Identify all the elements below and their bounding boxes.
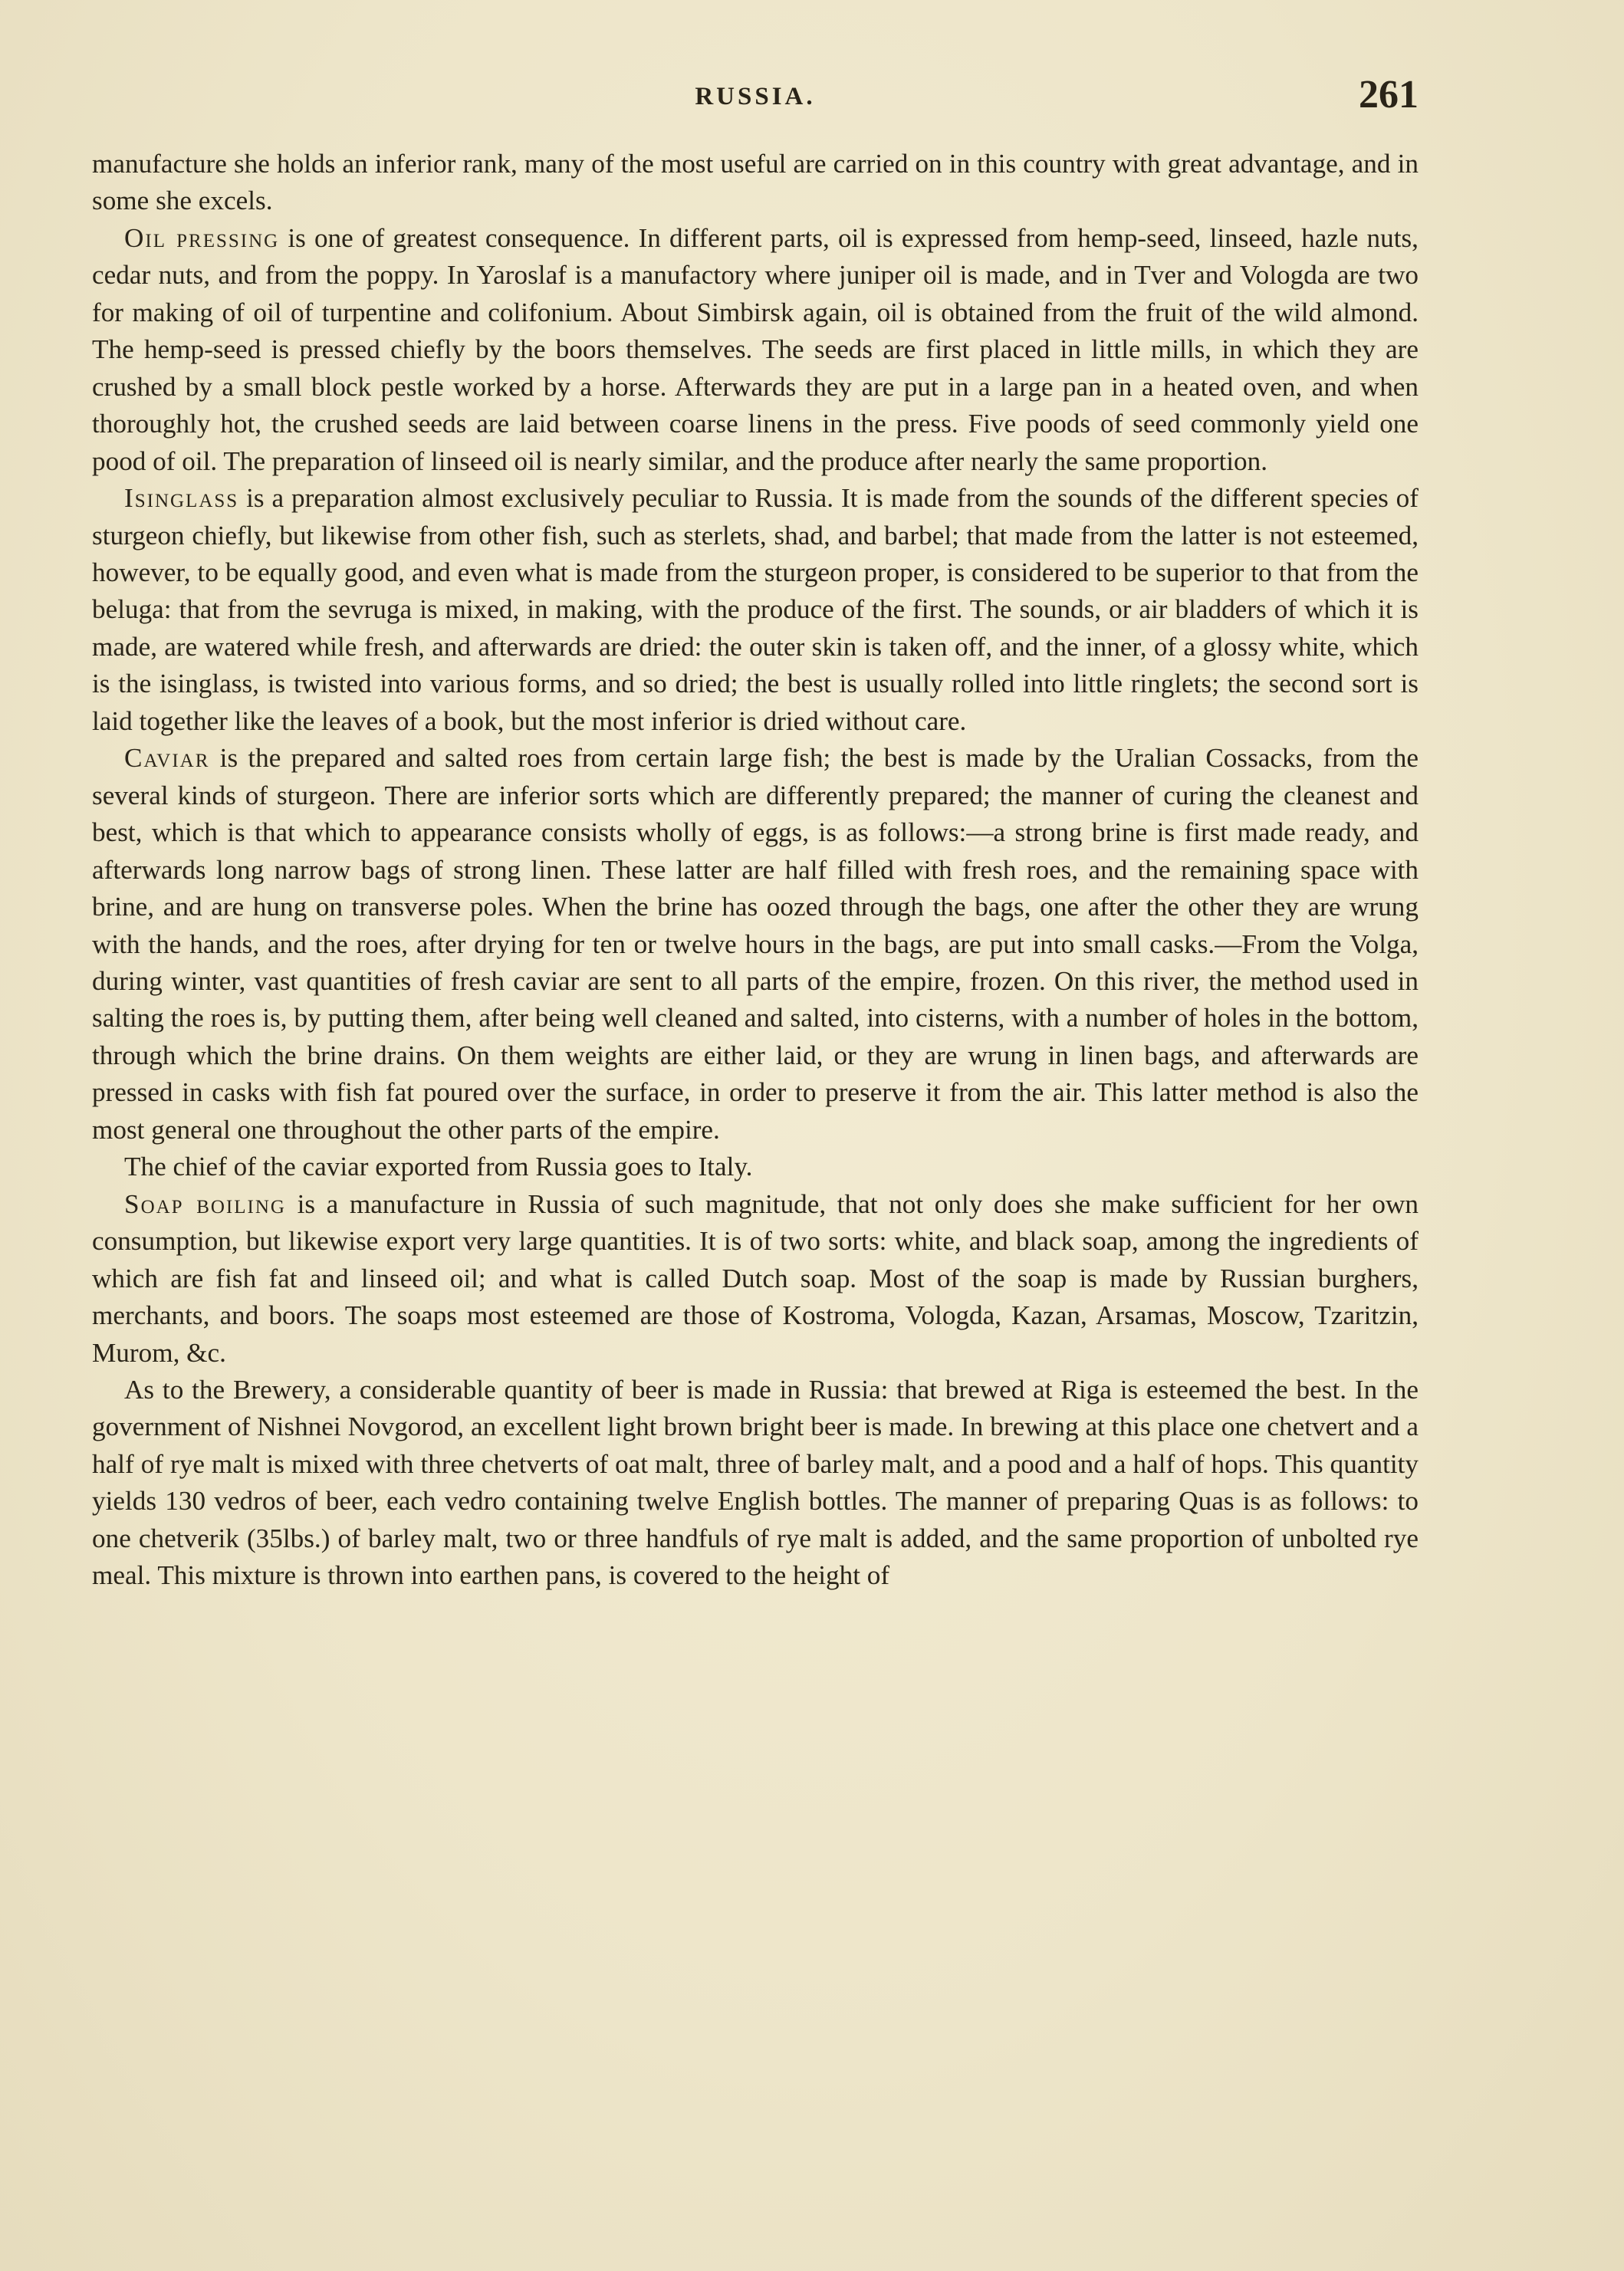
paragraph-text: manufacture she holds an inferior rank, many of the most useful are carried on in this country with great advantage, and in some she excels.	[92, 149, 1419, 216]
paragraph-lead: Oil pressing	[124, 222, 280, 253]
paragraph-oil-pressing	[92, 220, 1419, 480]
paragraph-text: is a manufacture in Russia of such magnitude, that not only does she make sufficient for her own consumption, but likewise export very large quantities. It is of two sorts: white, and black soap, among the ingredients of which are fish fat and linseed oil; and what is called Dutch soap. Most of the soap is made by Russian burghers, merchants, and boors. The soaps most esteemed are those of Kostroma, Vologda, Kazan, Arsamas, Moscow, Tzaritzin, Murom, &c.	[92, 1188, 1419, 1368]
paragraph-caviar	[92, 740, 1419, 1149]
paragraph-text: is a preparation almost exclusively peculiar to Russia. It is made from the sounds of the different species of sturgeon chiefly, but likewise from other fish, such as sterlets, shad, and barbel; that made from the latter is not esteemed, however, to be equally good, and even what is made from the sturgeon proper, is considered to be superior to that from the beluga: that from the sevruga is mixed, in making, with the produce of the first. The sounds, or air bladders of which it is made, are watered while fresh, and afterwards are dried: the outer skin is taken off, and the inner, of a glossy white, which is the isinglass, is twisted into various forms, and so dried; the best is usually rolled into little ringlets; the second sort is laid together like the leaves of a book, but the most inferior is dried without care.	[92, 483, 1419, 736]
paragraph-caviar-export	[92, 1149, 1419, 1185]
paragraph-lead: Caviar	[124, 743, 210, 774]
running-head: RUSSIA.	[695, 83, 816, 110]
paragraph-text: The chief of the caviar exported from Russia goes to Italy.	[124, 1152, 753, 1182]
paragraph-lead: Isinglass	[124, 483, 239, 514]
page-header	[92, 73, 1419, 129]
paragraph-isinglass	[92, 480, 1419, 740]
paragraph-lead: Soap boiling	[124, 1188, 286, 1219]
paragraph-text: is the prepared and salted roes from certain large fish; the best is made by the Uralian Cossacks, from the several kinds of sturgeon. There are inferior sorts which are differently prepared; the manner of curing the cleanest and best, which is that which to appearance consists wholly of eggs, is as follows:—a strong brine is first made ready, and afterwards long narrow bags of strong linen. These latter are half filled with fresh roes, and the remaining space with brine, and are hung on transverse poles. When the brine has oozed through the bags, one after the other they are wrung with the hands, and the roes, after drying for ten or twelve hours in the bags, are put into small casks.—From the Volga, during winter, vast quantities of fresh caviar are sent to all parts of the empire, frozen. On this river, the method used in salting the roes is, by putting them, after being well cleaned and salted, into cisterns, with a number of holes in the bottom, through which the brine drains. On them weights are either laid, or they are wrung in linen bags, and afterwards are pressed in casks with fish fat poured over the surface, in order to preserve it from the air. This latter method is also the most general one throughout the other parts of the empire.	[92, 743, 1419, 1145]
paragraph-text: As to the Brewery, a considerable quantity of beer is made in Russia: that brewed at Riga is esteemed the best. In the government of Nishnei Novgorod, an excellent light brown bright beer is made. In brewing at this place one chetvert and a half of rye malt is mixed with three chetverts of oat malt, three of barley malt, and a pood and a half of hops. This quantity yields 130 vedros of beer, each vedro containing twelve English bottles. The manner of preparing Quas is as follows: to one chetverik (35lbs.) of barley malt, two or three handfuls of rye malt is added, and the same proportion of unbolted rye meal. This mixture is thrown into earthen pans, is covered to the height of	[92, 1374, 1419, 1591]
paragraph-brewery	[92, 1372, 1419, 1595]
paragraph-continuation	[92, 146, 1419, 220]
paragraph-soap-boiling	[92, 1186, 1419, 1372]
body-text	[92, 146, 1419, 1595]
page-number: 261	[1359, 73, 1419, 117]
paragraph-text: is one of greatest consequence. In different parts, oil is expressed from hemp-seed, linseed, hazle nuts, cedar nuts, and from the poppy. In Yaroslaf is a manufactory where juniper oil is made, and in Tver and Vologda are two for making of oil of turpentine and colifonium. About Simbirsk again, oil is obtained from the fruit of the wild almond. The hemp-seed is pressed chiefly by the boors themselves. The seeds are first placed in little mills, in which they are crushed by a small block pestle worked by a horse. Afterwards they are put in a large pan in a heated oven, and when thoroughly hot, the crushed seeds are laid between coarse linens in the press. Five poods of seed commonly yield one pood of oil. The preparation of linseed oil is nearly similar, and the produce after nearly the same proportion.	[92, 222, 1419, 476]
